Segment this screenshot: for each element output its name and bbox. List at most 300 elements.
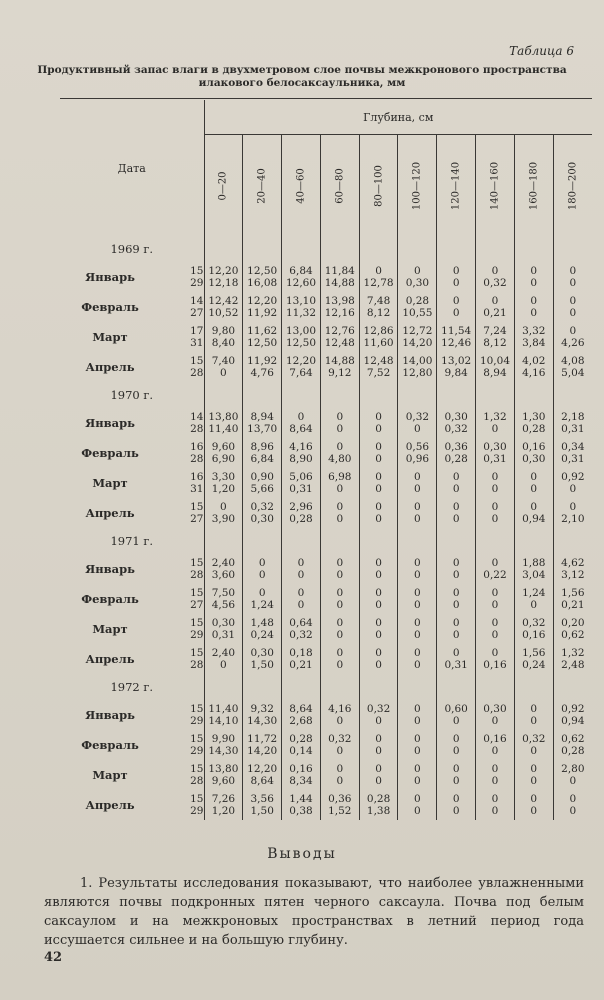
empty-cell (476, 382, 515, 408)
empty-cell (514, 236, 553, 262)
moisture-value: 0 (452, 793, 460, 805)
moisture-value: 8,64 (289, 423, 313, 435)
value-cell (320, 614, 359, 644)
value-cell (476, 614, 515, 644)
day-value: 29 (190, 805, 204, 817)
moisture-value: 14,10 (208, 715, 239, 727)
value-cell (514, 498, 553, 528)
moisture-value: 0 (569, 277, 577, 289)
value-cell (437, 322, 476, 352)
moisture-value: 7,50 (211, 587, 236, 599)
moisture-value: 8,12 (483, 337, 507, 349)
value-cell (204, 408, 243, 438)
moisture-value: 14,20 (402, 337, 433, 349)
value-cell (204, 700, 243, 730)
empty-cell (553, 528, 592, 554)
empty-cell (282, 674, 321, 700)
empty-cell (282, 382, 321, 408)
month-name: Январь (85, 270, 135, 284)
moisture-value: 0 (491, 471, 499, 483)
table-body (60, 236, 592, 820)
moisture-value: 0,30 (211, 617, 236, 629)
depth-header-cell (243, 135, 282, 236)
moisture-value: 0,28 (289, 513, 313, 525)
moisture-value: 5,06 (289, 471, 313, 483)
moisture-value: 14,20 (247, 745, 278, 757)
moisture-value: 0,30 (405, 277, 430, 289)
year-label: 1969 г. (110, 242, 154, 256)
moisture-value: 12,20 (247, 295, 278, 307)
empty-cell (437, 528, 476, 554)
moisture-value: 7,40 (211, 355, 236, 367)
value-cell (514, 292, 553, 322)
moisture-value: 0,21 (561, 599, 585, 611)
day-cell (160, 352, 204, 382)
moisture-value: 0 (220, 367, 227, 379)
moisture-value: 0,28 (289, 733, 313, 745)
day-value: 15 (190, 617, 204, 629)
empty-cell (282, 528, 321, 554)
moisture-value: 0,31 (211, 629, 236, 641)
year-row (60, 236, 592, 262)
value-cell (359, 468, 398, 498)
value-cell (204, 322, 243, 352)
empty-cell (398, 674, 437, 700)
empty-cell (359, 236, 398, 262)
value-cell (282, 322, 321, 352)
moisture-value: 0 (491, 587, 499, 599)
moisture-value: 0,56 (405, 441, 430, 453)
value-cell (320, 498, 359, 528)
moisture-value: 0,30 (522, 453, 546, 465)
moisture-value: 0 (530, 805, 538, 817)
moisture-value: 2,40 (211, 557, 236, 569)
value-cell (243, 498, 282, 528)
moisture-value: 0 (414, 513, 421, 525)
moisture-value: 4,80 (328, 453, 352, 465)
moisture-value: 0 (414, 715, 421, 727)
moisture-value: 0,31 (444, 659, 468, 671)
moisture-value: 1,56 (561, 587, 585, 599)
empty-cell (320, 236, 359, 262)
moisture-value: 9,90 (211, 733, 236, 745)
value-cell (282, 700, 321, 730)
year-label: 1971 г. (110, 534, 154, 548)
moisture-value: 0 (414, 793, 421, 805)
moisture-value: 0,14 (289, 745, 313, 757)
day-cell (160, 730, 204, 760)
moisture-value: 0 (452, 265, 460, 277)
moisture-value: 0 (375, 659, 382, 671)
moisture-value: 0 (491, 617, 499, 629)
moisture-value: 0 (258, 557, 266, 569)
value-cell (320, 262, 359, 292)
moisture-value: 0 (336, 557, 344, 569)
day-value: 15 (190, 355, 204, 367)
month-row (60, 730, 592, 760)
moisture-value: 12,86 (363, 325, 394, 337)
value-cell (243, 322, 282, 352)
moisture-value: 12,16 (324, 307, 355, 319)
moisture-value: 0,16 (483, 733, 507, 745)
moisture-value: 0 (452, 471, 460, 483)
value-cell (320, 644, 359, 674)
moisture-value: 0,30 (444, 411, 468, 423)
moisture-value: 0 (491, 715, 499, 727)
moisture-value: 13,70 (247, 423, 278, 435)
day-value: 15 (190, 265, 204, 277)
value-cell (359, 730, 398, 760)
moisture-value: 1,48 (250, 617, 274, 629)
day-cell (160, 554, 204, 584)
caption-line-2: илакового белосаксаульника, мм (198, 77, 406, 89)
depth-label: 60—80 (334, 167, 346, 204)
day-cell (160, 584, 204, 614)
moisture-value: 0 (530, 471, 538, 483)
day-value: 14 (190, 295, 204, 307)
moisture-value: 0 (491, 513, 499, 525)
moisture-value: 0 (375, 569, 382, 581)
value-cell (243, 468, 282, 498)
moisture-value: 2,10 (561, 513, 585, 525)
moisture-value: 13,80 (208, 763, 239, 775)
empty-cell (243, 236, 282, 262)
value-cell (282, 468, 321, 498)
moisture-value: 0 (452, 805, 460, 817)
value-cell (553, 322, 592, 352)
page-number: 42 (44, 950, 63, 965)
value-cell (398, 554, 437, 584)
moisture-value: 0 (491, 793, 499, 805)
moisture-value: 0 (452, 277, 460, 289)
moisture-value: 13,98 (324, 295, 355, 307)
moisture-value: 1,24 (522, 587, 546, 599)
moisture-value: 0 (452, 617, 460, 629)
moisture-value: 8,96 (250, 441, 274, 453)
value-cell (398, 644, 437, 674)
moisture-value: 0 (414, 501, 421, 513)
moisture-value: 0 (258, 587, 266, 599)
moisture-value: 6,84 (289, 265, 313, 277)
day-cell (160, 644, 204, 674)
moisture-value: 0 (414, 569, 421, 581)
empty-cell (359, 674, 398, 700)
moisture-value: 0 (491, 483, 499, 495)
depth-label: 20—40 (256, 167, 268, 204)
value-cell (476, 468, 515, 498)
moisture-value: 0 (297, 569, 305, 581)
month-row (60, 554, 592, 584)
moisture-value: 0 (569, 307, 577, 319)
value-cell (204, 644, 243, 674)
moisture-value: 0 (375, 557, 382, 569)
value-cell (204, 584, 243, 614)
day-value: 15 (190, 703, 204, 715)
moisture-value: 6,98 (328, 471, 352, 483)
empty-cell (204, 236, 243, 262)
moisture-value: 4,26 (561, 337, 585, 349)
moisture-value: 0 (336, 587, 344, 599)
moisture-value: 0,62 (561, 733, 585, 745)
value-cell (243, 292, 282, 322)
moisture-value: 4,16 (289, 441, 313, 453)
value-cell (398, 790, 437, 820)
conclusion-paragraph: 1. Результаты исследования показывают, что наиболее увлажненными являются почвы подкронных пятен черного саксаула. Почва под белым саксаулом и на межкроновых пространствах в летний период года иссушается сильнее и на большую глубину. (44, 876, 584, 948)
moisture-value: 0 (530, 775, 538, 787)
value-cell (553, 730, 592, 760)
moisture-value: 13,00 (285, 325, 317, 337)
moisture-value: 3,90 (211, 513, 236, 525)
value-cell (514, 700, 553, 730)
moisture-value: 0,60 (444, 703, 468, 715)
depth-label: 40—60 (295, 167, 307, 204)
value-cell (320, 760, 359, 790)
moisture-value: 0 (491, 295, 499, 307)
moisture-value: 11,84 (324, 265, 355, 277)
moisture-value: 0,32 (405, 411, 430, 423)
moisture-value: 0 (452, 501, 460, 513)
moisture-value: 0 (491, 745, 499, 757)
value-cell (282, 352, 321, 382)
value-cell (398, 408, 437, 438)
day-cell (160, 700, 204, 730)
empty-cell (437, 236, 476, 262)
moisture-value: 0 (414, 805, 421, 817)
empty-cell (398, 236, 437, 262)
moisture-value: 0 (414, 587, 421, 599)
value-cell (514, 438, 553, 468)
value-cell (476, 700, 515, 730)
moisture-value: 11,32 (285, 307, 317, 319)
moisture-value: 0,22 (483, 569, 507, 581)
value-cell (476, 438, 515, 468)
day-value: 28 (190, 423, 204, 435)
moisture-value: 0,16 (522, 629, 546, 641)
moisture-value: 0 (375, 265, 382, 277)
moisture-value: 0 (375, 599, 382, 611)
empty-cell (320, 382, 359, 408)
month-name: Февраль (81, 446, 139, 460)
value-cell (243, 790, 282, 820)
month-name: Март (92, 768, 128, 782)
value-cell (398, 438, 437, 468)
depth-header-cell (476, 135, 515, 236)
value-cell (320, 584, 359, 614)
moisture-value: 4,16 (328, 703, 352, 715)
value-cell (398, 322, 437, 352)
empty-cell (204, 382, 243, 408)
empty-cell (243, 674, 282, 700)
moisture-value: 0 (336, 599, 344, 611)
moisture-value: 0,20 (561, 617, 585, 629)
value-cell (553, 468, 592, 498)
value-cell (437, 292, 476, 322)
value-cell (553, 352, 592, 382)
moisture-value: 5,04 (561, 367, 585, 379)
moisture-value: 11,60 (363, 337, 394, 349)
value-cell (553, 760, 592, 790)
moisture-value: 0,64 (289, 617, 313, 629)
value-cell (282, 644, 321, 674)
month-name: Апрель (85, 360, 135, 374)
moisture-value: 0 (375, 775, 382, 787)
depth-label: 0—20 (217, 171, 229, 201)
moisture-value: 0 (569, 805, 577, 817)
depth-label: 140—160 (489, 161, 501, 210)
value-cell (359, 408, 398, 438)
value-cell (359, 438, 398, 468)
moisture-value: 0 (530, 715, 538, 727)
moisture-value: 7,24 (483, 325, 507, 337)
empty-cell (398, 382, 437, 408)
value-cell (514, 322, 553, 352)
value-cell (514, 760, 553, 790)
moisture-value: 14,30 (247, 715, 278, 727)
value-cell (204, 262, 243, 292)
value-cell (553, 584, 592, 614)
moisture-table (60, 100, 592, 820)
moisture-value: 9,80 (211, 325, 236, 337)
moisture-value: 5,66 (250, 483, 274, 495)
moisture-value: 11,40 (208, 423, 239, 435)
value-cell (204, 760, 243, 790)
day-value: 31 (190, 483, 204, 495)
moisture-value: 0 (452, 629, 460, 641)
value-cell (359, 790, 398, 820)
value-cell (437, 554, 476, 584)
day-value: 15 (190, 647, 204, 659)
value-cell (553, 498, 592, 528)
moisture-value: 13,10 (285, 295, 317, 307)
value-cell (243, 262, 282, 292)
moisture-value: 0,30 (250, 647, 274, 659)
value-cell (398, 468, 437, 498)
moisture-value: 0 (530, 277, 538, 289)
month-row (60, 408, 592, 438)
moisture-value: 0 (452, 715, 460, 727)
value-cell (204, 614, 243, 644)
depth-header-cell (553, 135, 592, 236)
depth-label: 100—120 (411, 161, 423, 210)
moisture-value: 12,20 (285, 355, 317, 367)
value-cell (282, 730, 321, 760)
day-cell (160, 760, 204, 790)
moisture-value: 0 (375, 629, 382, 641)
moisture-value: 11,54 (441, 325, 472, 337)
empty-cell (553, 236, 592, 262)
empty-cell (514, 674, 553, 700)
value-cell (398, 292, 437, 322)
moisture-value: 0 (530, 295, 538, 307)
moisture-value: 10,04 (479, 355, 510, 367)
empty-cell (243, 382, 282, 408)
moisture-value: 0 (414, 599, 421, 611)
moisture-value: 4,02 (522, 355, 546, 367)
day-value: 28 (190, 367, 204, 379)
moisture-value: 0,32 (328, 733, 352, 745)
month-row (60, 438, 592, 468)
moisture-value: 3,30 (211, 471, 236, 483)
moisture-value: 0 (375, 513, 382, 525)
value-cell (553, 262, 592, 292)
moisture-value: 0 (375, 471, 382, 483)
month-name: Январь (85, 416, 135, 430)
day-value: 15 (190, 733, 204, 745)
moisture-value: 0 (336, 629, 344, 641)
value-cell (243, 408, 282, 438)
moisture-value: 0,94 (561, 715, 585, 727)
day-value: 16 (190, 471, 204, 483)
month-name: Апрель (85, 506, 135, 520)
moisture-value: 0 (530, 501, 538, 513)
depth-group-header: Глубина, см (204, 100, 592, 135)
moisture-value: 0 (297, 411, 305, 423)
moisture-value: 12,20 (247, 763, 278, 775)
moisture-value: 1,50 (250, 659, 274, 671)
moisture-value: 12,42 (208, 295, 239, 307)
moisture-value: 12,50 (247, 265, 278, 277)
value-cell (359, 700, 398, 730)
moisture-value: 9,32 (250, 703, 274, 715)
month-name: Апрель (85, 652, 135, 666)
moisture-value: 0,32 (366, 703, 391, 715)
day-value: 14 (190, 411, 204, 423)
moisture-value: 0 (530, 745, 538, 757)
value-cell (553, 614, 592, 644)
moisture-value: 12,18 (208, 277, 239, 289)
value-cell (514, 352, 553, 382)
moisture-value: 11,40 (208, 703, 239, 715)
depth-header-cell (514, 135, 553, 236)
empty-cell (282, 236, 321, 262)
moisture-value: 0 (452, 569, 460, 581)
month-row (60, 644, 592, 674)
empty-cell (476, 236, 515, 262)
moisture-value: 0 (452, 775, 460, 787)
value-cell (243, 554, 282, 584)
table-caption (22, 64, 582, 90)
value-cell (359, 352, 398, 382)
moisture-value: 1,24 (250, 599, 274, 611)
day-value: 17 (190, 325, 204, 337)
moisture-value: 1,52 (328, 805, 352, 817)
moisture-value: 0 (569, 775, 577, 787)
value-cell (320, 700, 359, 730)
moisture-value: 11,72 (247, 733, 278, 745)
moisture-value: 12,60 (285, 277, 317, 289)
moisture-value: 0,32 (444, 423, 468, 435)
value-cell (514, 644, 553, 674)
depth-header-cell (320, 135, 359, 236)
day-value: 27 (190, 513, 204, 525)
moisture-value: 0,36 (444, 441, 468, 453)
moisture-value: 0,62 (561, 629, 585, 641)
month-name: Январь (85, 562, 135, 576)
empty-cell (437, 674, 476, 700)
moisture-value: 8,64 (250, 775, 274, 787)
moisture-value: 4,76 (250, 367, 274, 379)
moisture-value: 1,20 (211, 483, 236, 495)
depth-label: 180—200 (567, 161, 579, 210)
moisture-value: 0,18 (289, 647, 313, 659)
value-cell (320, 554, 359, 584)
value-cell (476, 644, 515, 674)
moisture-value: 0 (336, 647, 344, 659)
moisture-value: 0,32 (289, 629, 313, 641)
value-cell (359, 498, 398, 528)
moisture-value: 0 (414, 557, 421, 569)
moisture-value: 0 (220, 501, 227, 513)
